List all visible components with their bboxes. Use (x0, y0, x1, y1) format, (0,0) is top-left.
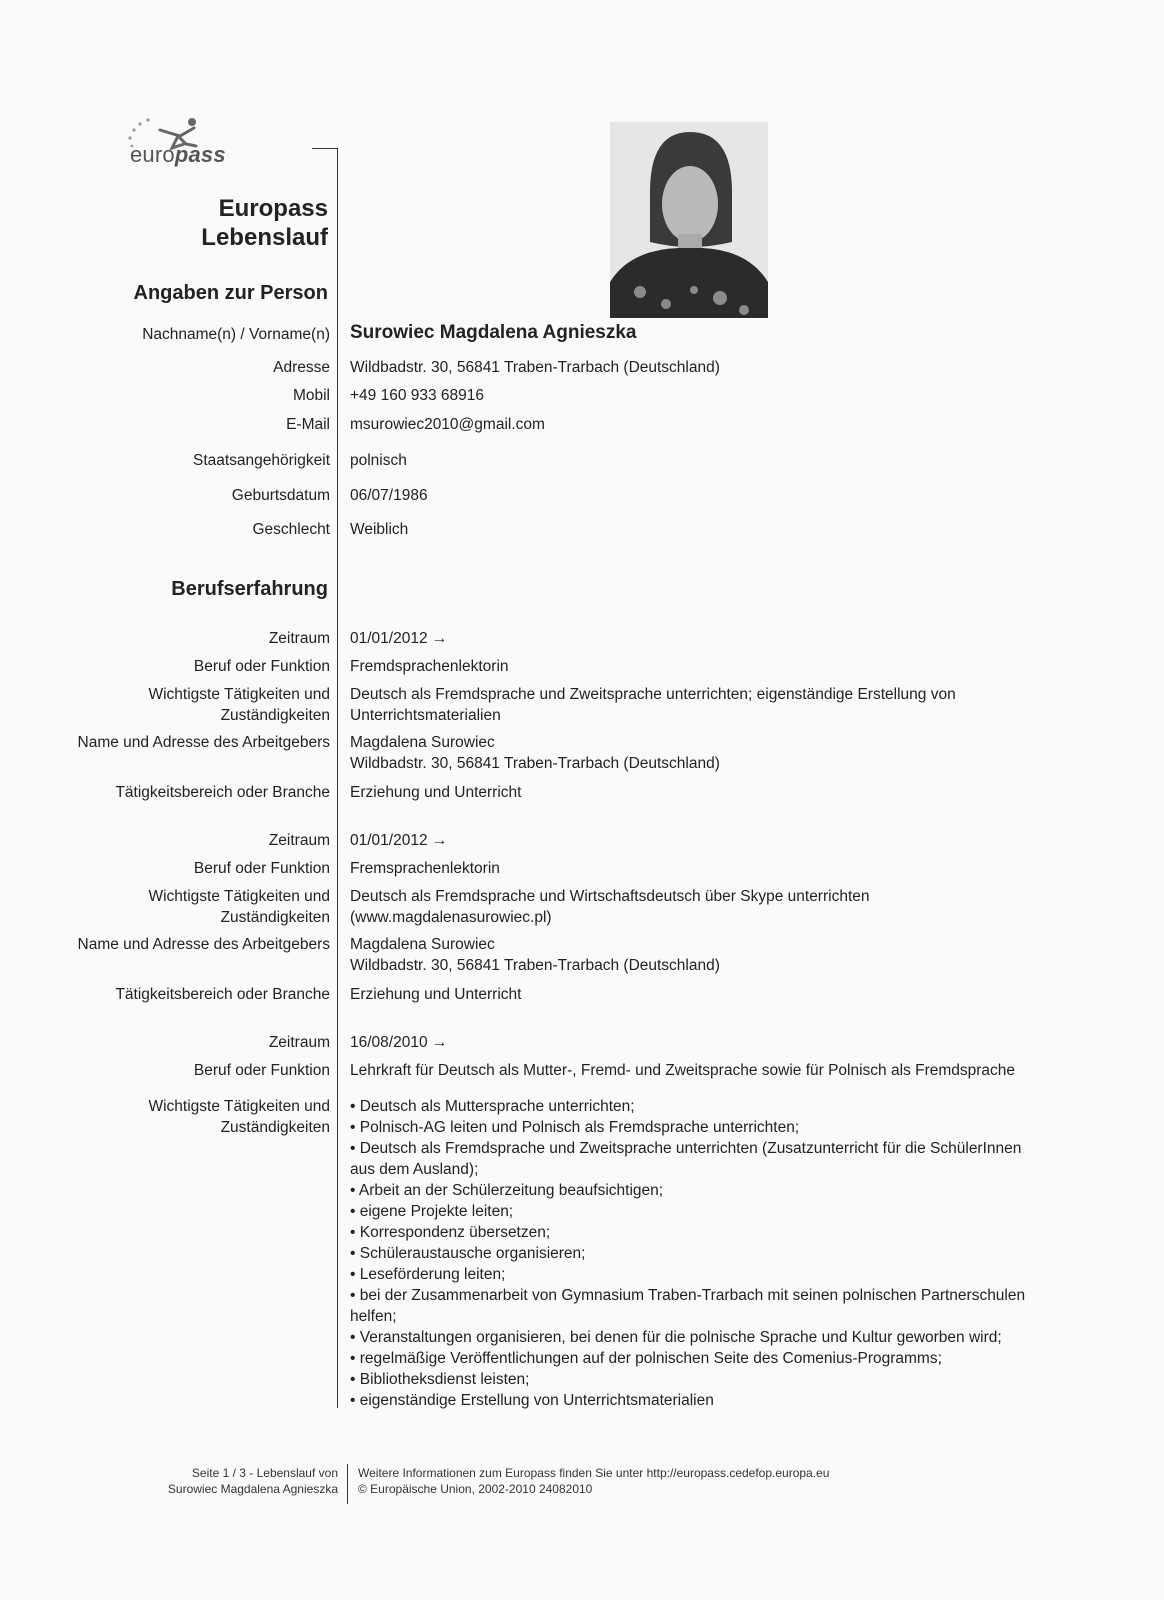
column-divider (337, 148, 338, 1408)
name-label: Nachname(n) / Vorname(n) (142, 326, 330, 343)
email-label: E-Mail (286, 416, 330, 433)
gender-label: Geschlecht (252, 521, 330, 538)
list-item: • Deutsch als Fremdsprache und Zweitsprache unterrichten (Zusatzunterricht für die SchülerInnen aus dem Ausland); (350, 1138, 1050, 1180)
nationality-value: polnisch (350, 452, 407, 469)
tasks-label: Wichtigste Tätigkeiten und Zuständigkeiten (148, 1098, 330, 1136)
entry-3-task-list (350, 1096, 1050, 1411)
entry-1-tasks: Deutsch als Fremdsprache und Zweitsprache unterrichten; eigenständige Erstellung von Unterrichtsmaterialien (350, 686, 956, 724)
list-item: • Schüleraustausche organisieren; (350, 1243, 1050, 1264)
employer-label: Name und Adresse des Arbeitgebers (77, 936, 330, 953)
document-title: Europass Lebenslauf (201, 195, 328, 251)
entry-1-role: Fremdsprachenlektorin (350, 658, 509, 675)
role-label: Beruf oder Funktion (193, 658, 330, 675)
entry-2-role: Fremsprachenlektorin (350, 860, 500, 877)
logo-wordmark: europass (130, 142, 226, 167)
mobile-label: Mobil (292, 387, 330, 404)
list-item: • Leseförderung leiten; (350, 1264, 1050, 1285)
gender-value: Weiblich (350, 521, 409, 538)
entry-2-period: 01/01/2012 → (350, 832, 448, 849)
entry-3-period: 16/08/2010 → (350, 1034, 448, 1051)
section-heading-experience: Berufserfahrung (171, 578, 328, 600)
entry-2-sector: Erziehung und Unterricht (350, 986, 522, 1003)
tasks-label: Wichtigste Tätigkeiten und Zuständigkeiten (148, 888, 330, 926)
list-item: • Korrespondenz übersetzen; (350, 1222, 1050, 1243)
email-value: msurowiec2010@gmail.com (350, 416, 545, 433)
list-item: • regelmäßige Veröffentlichungen auf der polnischen Seite des Comenius-Programms; (350, 1348, 1050, 1369)
footer-page-info: Seite 1 / 3 - Lebenslauf von Surowiec Magdalena Agnieszka (167, 1466, 338, 1496)
list-item: • Polnisch-AG leiten und Polnisch als Fremdsprache unterrichten; (350, 1117, 1050, 1138)
list-item: • eigenständige Erstellung von Unterrichtsmaterialien (350, 1390, 1050, 1411)
section-heading-personal: Angaben zur Person (133, 282, 328, 304)
list-item: • Veranstaltungen organisieren, bei denen für die polnische Sprache und Kultur geworben wird; (350, 1327, 1050, 1348)
period-label: Zeitraum (268, 832, 330, 849)
employer-label: Name und Adresse des Arbeitgebers (77, 734, 330, 751)
nationality-label: Staatsangehörigkeit (192, 452, 330, 469)
footer-europass-info: Weitere Informationen zum Europass finden Sie unter http://europass.cedefop.europa.eu © Europäische Union, 2002-2010 24082010 (358, 1466, 830, 1496)
entry-2-tasks: Deutsch als Fremdsprache und Wirtschaftsdeutsch über Skype unterrichten (www.magdalenasurowiec.pl) (350, 888, 870, 926)
address-value: Wildbadstr. 30, 56841 Traben-Trarbach (Deutschland) (350, 359, 720, 376)
period-label: Zeitraum (268, 630, 330, 647)
role-label: Beruf oder Funktion (193, 1062, 330, 1079)
address-label: Adresse (273, 359, 330, 376)
birthdate-label: Geburtsdatum (231, 487, 330, 504)
footer-divider (347, 1464, 348, 1504)
header-divider-tick (312, 148, 338, 149)
period-label: Zeitraum (268, 1034, 330, 1051)
entry-3-role: Lehrkraft für Deutsch als Mutter-, Fremd- und Zweitsprache sowie für Polnisch als Fremdsprache (350, 1062, 1016, 1079)
entry-1-sector: Erziehung und Unterricht (350, 784, 522, 801)
sector-label: Tätigkeitsbereich oder Branche (115, 986, 330, 1003)
list-item: • Bibliotheksdienst leisten; (350, 1369, 1050, 1390)
entry-2-employer: Magdalena Surowiec Wildbadstr. 30, 56841 Traben-Trarbach (Deutschland) (350, 936, 720, 974)
tasks-label: Wichtigste Tätigkeiten und Zuständigkeiten (148, 686, 330, 724)
entry-1-employer: Magdalena Surowiec Wildbadstr. 30, 56841 Traben-Trarbach (Deutschland) (350, 734, 720, 772)
entry-1-period: 01/01/2012 → (350, 630, 448, 647)
profile-photo (610, 122, 768, 318)
full-name: Surowiec Magdalena Agnieszka (350, 322, 637, 343)
list-item: • eigene Projekte leiten; (350, 1201, 1050, 1222)
list-item: • Deutsch als Muttersprache unterrichten; (350, 1096, 1050, 1117)
list-item: • Arbeit an der Schülerzeitung beaufsichtigen; (350, 1180, 1050, 1201)
list-item: • bei der Zusammenarbeit von Gymnasium Traben-Trarbach mit seinen polnischen Partnerschulen helfen; (350, 1285, 1050, 1327)
mobile-value: +49 160 933 68916 (350, 387, 485, 404)
sector-label: Tätigkeitsbereich oder Branche (115, 784, 330, 801)
birthdate-value: 06/07/1986 (350, 487, 428, 504)
role-label: Beruf oder Funktion (193, 860, 330, 877)
